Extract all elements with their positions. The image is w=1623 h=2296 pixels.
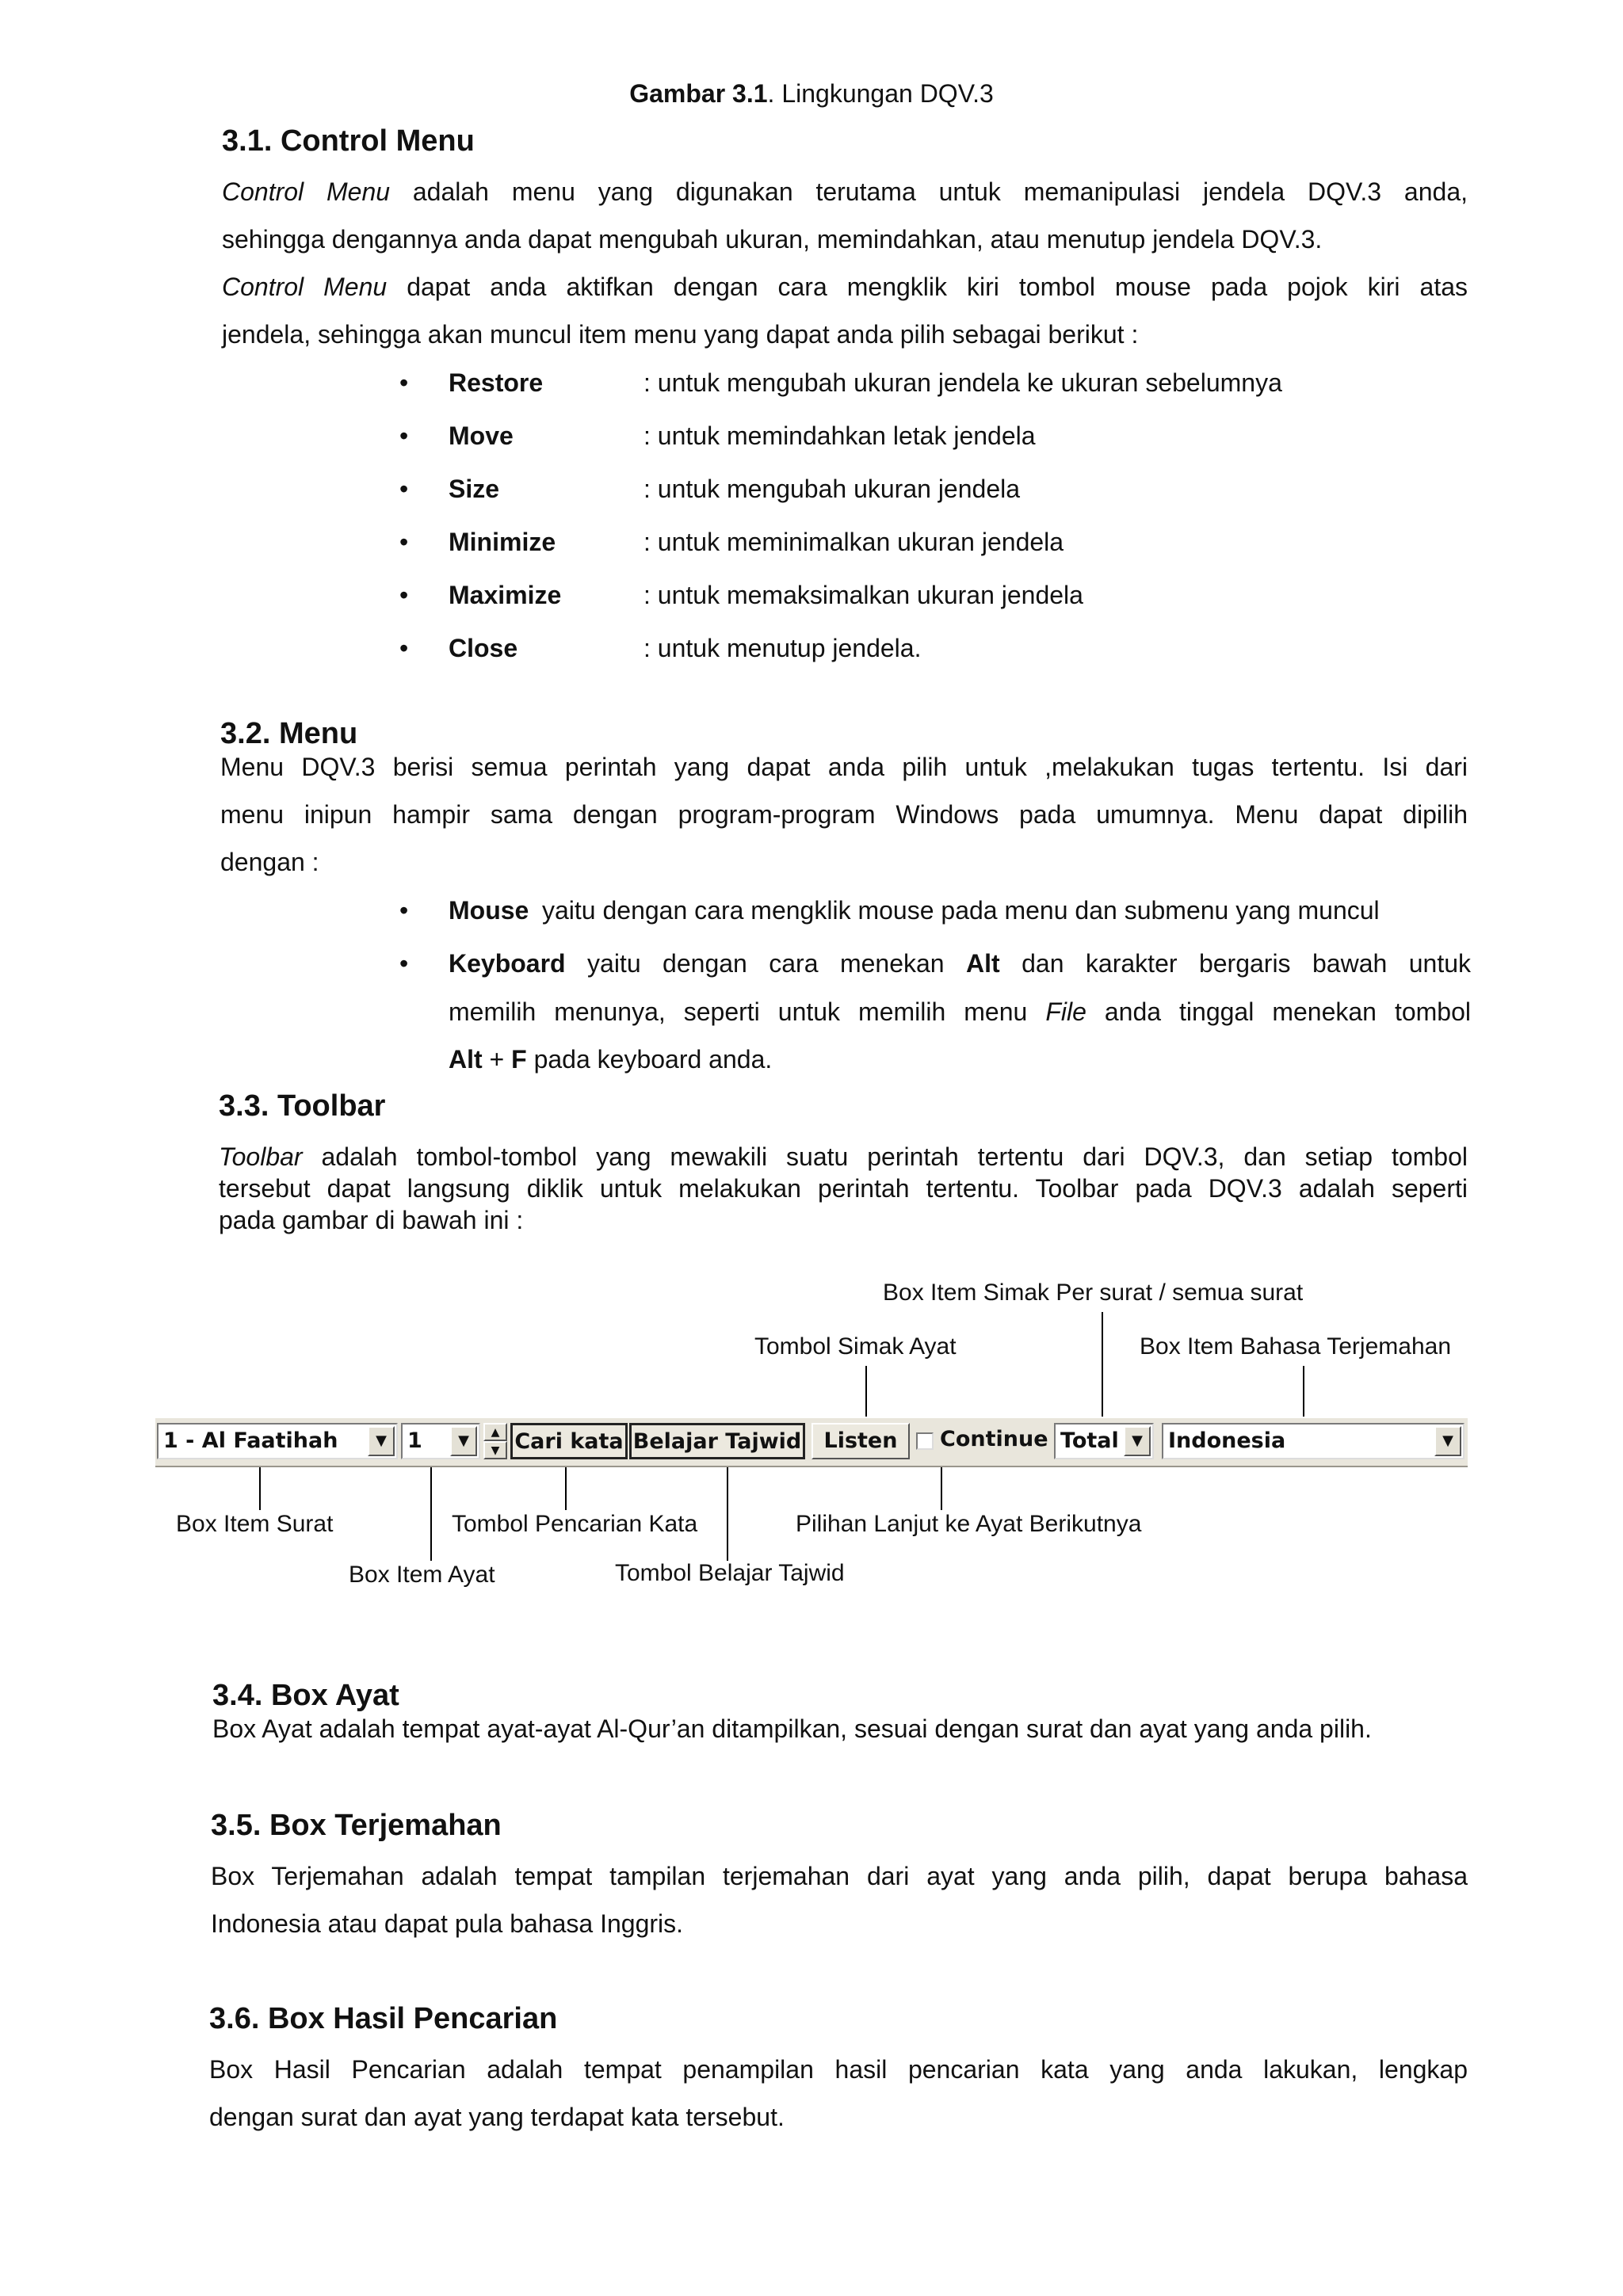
dqv-toolbar [155, 1417, 1468, 1467]
term-control-menu: Control Menu [222, 273, 388, 301]
continue-label: Continue [940, 1427, 1048, 1451]
heading-menu: 3.2. Menu [220, 717, 358, 750]
box-terjemahan-paragraph [211, 1852, 1468, 1947]
text-part: pada keyboard anda. [526, 1045, 773, 1074]
surat-value: 1 - Al Faatihah [163, 1428, 338, 1453]
label-belajar-tajwid: Tombol Belajar Tajwid [615, 1560, 845, 1586]
item-term: Maximize [449, 581, 562, 609]
item-desc: yaitu dengan cara mengklik mouse pada menu dan submenu yang muncul [542, 896, 1380, 925]
item-term: Close [449, 634, 518, 662]
box-ayat-paragraph: Box Ayat adalah tempat ayat-ayat Al-Qur’an ditampilkan, sesuai dengan surat dan ayat yang anda pilih. [212, 1714, 1372, 1743]
spin-down-icon[interactable]: ▼ [483, 1441, 507, 1459]
item-term: Move [449, 421, 514, 450]
label-pencarian-kata: Tombol Pencarian Kata [452, 1511, 698, 1537]
item-term: Restore [449, 368, 544, 397]
item-desc: : untuk memindahkan letak jendela [643, 421, 1036, 450]
chevron-down-icon[interactable]: ▼ [1124, 1426, 1151, 1456]
item-desc: : untuk menutup jendela. [643, 634, 922, 662]
label-box-ayat: Box Item Ayat [349, 1562, 495, 1588]
text-line: pada gambar di bawah ini : [219, 1206, 524, 1234]
heading-toolbar: 3.3. Toolbar [219, 1089, 386, 1123]
caption-text: . Lingkungan DQV.3 [767, 79, 994, 108]
item-desc: : untuk mengubah ukuran jendela [643, 475, 1021, 503]
term-toolbar: Toolbar [219, 1142, 303, 1171]
label-simak-per-surat: Box Item Simak Per surat / semua surat [883, 1280, 1304, 1306]
box-hasil-pencarian-paragraph [209, 2046, 1468, 2141]
spin-up-icon[interactable]: ▲ [483, 1423, 507, 1441]
chevron-down-icon[interactable]: ▼ [1434, 1426, 1461, 1456]
menu-paragraph [220, 743, 1468, 886]
item-desc: : untuk meminimalkan ukuran jendela [643, 528, 1064, 556]
term-control-menu: Control Menu [222, 177, 391, 206]
text-line: Box Hasil Pencarian adalah tempat penampilan hasil pencarian kata yang anda lakukan, lengkap [209, 2055, 1468, 2084]
label-box-surat: Box Item Surat [176, 1511, 334, 1537]
key-alt: Alt [449, 1045, 483, 1074]
heading-box-terjemahan: 3.5. Box Terjemahan [211, 1809, 502, 1842]
caption-prefix: Gambar 3.1 [629, 79, 768, 108]
text-line: dengan : [220, 848, 319, 876]
item-term: Minimize [449, 528, 556, 556]
tombol-belajar-tajwid[interactable]: Belajar Tajwid [629, 1423, 805, 1459]
item-term: Mouse [449, 896, 529, 925]
text-line: adalah menu yang digunakan terutama untuk memanipulasi jendela DQV.3 anda, [390, 177, 1468, 206]
chevron-down-icon[interactable]: ▼ [368, 1426, 395, 1456]
heading-control-menu: 3.1. Control Menu [222, 124, 475, 158]
heading-box-ayat: 3.4. Box Ayat [212, 1679, 399, 1712]
text-part: dan karakter bergaris bawah untuk [999, 949, 1471, 978]
text-line: jendela, sehingga akan muncul item menu yang dapat anda pilih sebagai berikut : [222, 320, 1139, 349]
item-term: Keyboard [449, 949, 566, 978]
label-bahasa-terjemahan: Box Item Bahasa Terjemahan [1140, 1333, 1452, 1360]
chevron-down-icon[interactable]: ▼ [450, 1426, 477, 1456]
item-desc: : untuk mengubah ukuran jendela ke ukuran sebelumnya [643, 368, 1282, 397]
text-part: yaitu dengan cara menekan [565, 949, 967, 978]
text-part: anda tinggal menekan tombol [1086, 997, 1472, 1026]
leader-line [1102, 1312, 1103, 1425]
item-term: Size [449, 475, 500, 503]
leader-line [1303, 1366, 1304, 1425]
heading-box-hasil-pencarian: 3.6. Box Hasil Pencarian [209, 2002, 558, 2035]
figure-caption [0, 78, 1623, 109]
label-simak-ayat: Tombol Simak Ayat [754, 1333, 957, 1360]
ayat-value: 1 [407, 1428, 422, 1453]
key-alt: Alt [966, 949, 1000, 978]
text-line: tersebut dapat langsung diklik untuk melakukan perintah tertentu. Toolbar pada DQV.3 adalah seperti [219, 1174, 1468, 1203]
text-line: adalah tombol-tombol yang mewakili suatu perintah tertentu dari DQV.3, dan setiap tombol [302, 1142, 1468, 1171]
text-line: dengan surat dan ayat yang terdapat kata tersebut. [209, 2103, 785, 2131]
tombol-pencarian-kata[interactable]: Cari kata [510, 1423, 628, 1459]
control-menu-paragraph [222, 168, 1468, 358]
text-line: dapat anda aktifkan dengan cara mengklik kiri tombol mouse pada pojok kiri atas [387, 273, 1468, 301]
box-item-bahasa[interactable] [1162, 1423, 1465, 1459]
text-line: menu inipun hampir sama dengan program-program Windows pada umumnya. Menu dapat dipilih [220, 800, 1468, 829]
text-line: Box Terjemahan adalah tempat tampilan terjemahan dari ayat yang anda pilih, dapat berupa bahasa [211, 1862, 1468, 1890]
label-lanjut-ayat: Pilihan Lanjut ke Ayat Berikutnya [796, 1511, 1142, 1537]
simak-value: Total [1060, 1428, 1119, 1453]
tombol-simak-ayat[interactable]: Listen [812, 1423, 910, 1459]
text-part: + [482, 1045, 512, 1074]
box-item-simak[interactable] [1054, 1423, 1154, 1459]
box-item-ayat[interactable] [401, 1423, 480, 1459]
text-line: sehingga dengannya anda dapat mengubah ukuran, memindahkan, atau menutup jendela DQV.3. [222, 225, 1323, 254]
key-f: F [511, 1045, 527, 1074]
text-line: Indonesia atau dapat pula bahasa Inggris. [211, 1909, 684, 1938]
text-line: Menu DQV.3 berisi semua perintah yang dapat anda pilih untuk ,melakukan tugas tertentu. Isi dari [220, 753, 1468, 781]
menu-file: File [1045, 997, 1086, 1026]
toolbar-paragraph [219, 1141, 1468, 1236]
item-desc: : untuk memaksimalkan ukuran jendela [643, 581, 1083, 609]
bahasa-value: Indonesia [1168, 1428, 1286, 1453]
continue-checkbox[interactable] [916, 1432, 934, 1450]
text-part: memilih menunya, seperti untuk memilih menu [449, 997, 1046, 1026]
leader-line [865, 1366, 867, 1425]
box-item-surat[interactable] [157, 1423, 398, 1459]
